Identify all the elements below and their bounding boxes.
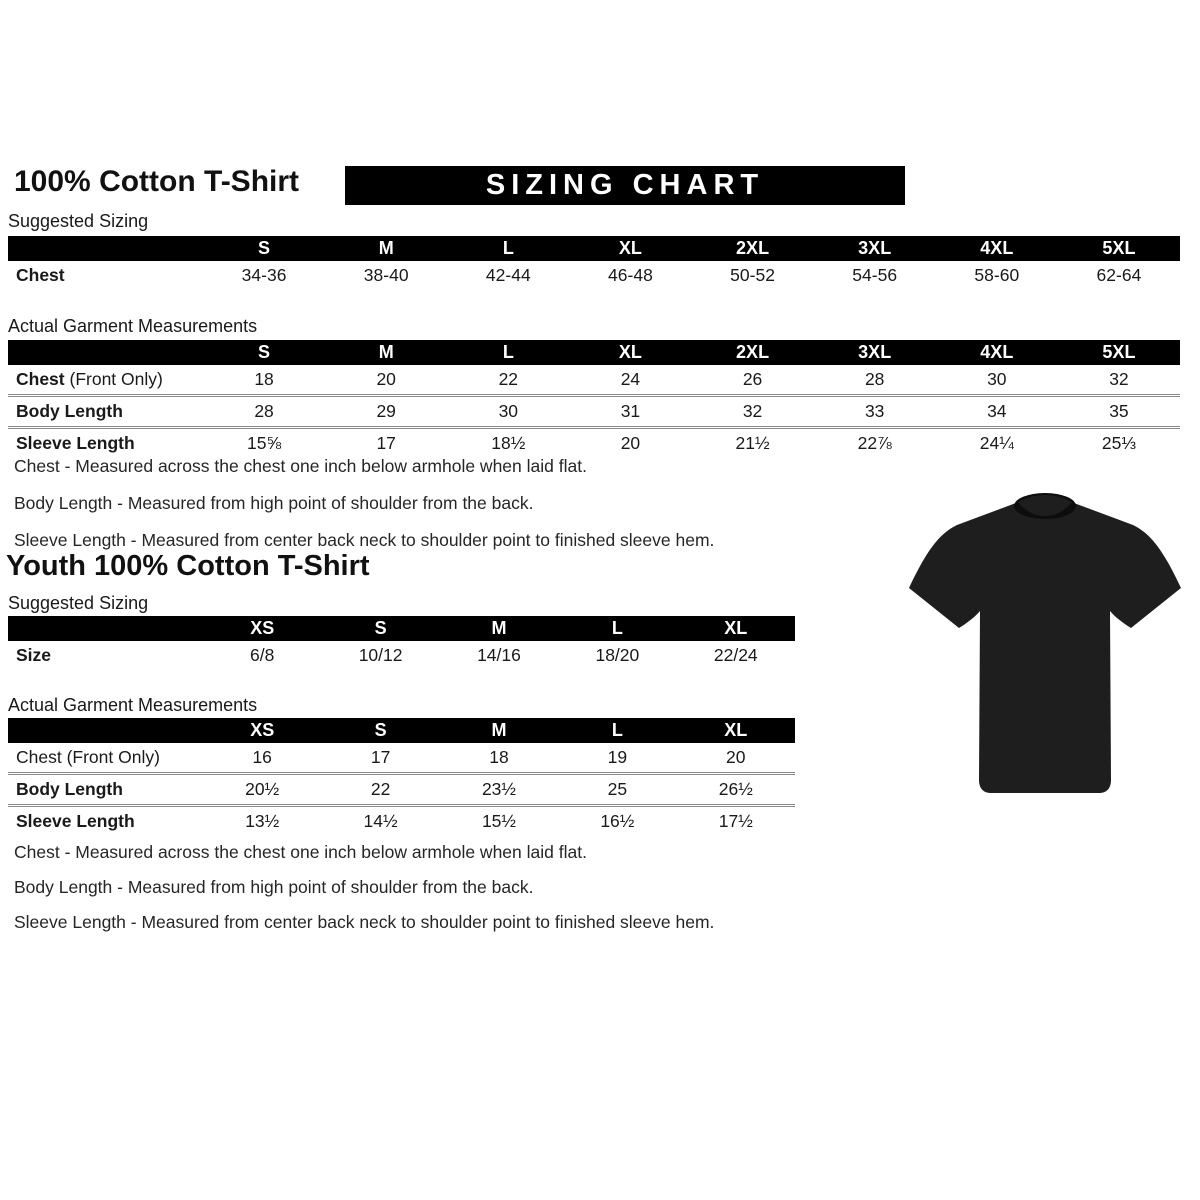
cell: 50-52 [730,265,775,285]
youth-title: Youth 100% Cotton T-Shirt [6,550,370,582]
cell: 18 [254,369,274,389]
row-label-main: Chest [16,369,65,389]
column-header: 5XL [1058,340,1180,365]
cell: 20 [376,369,396,389]
cell: 28 [203,396,325,428]
cell: 29 [325,396,447,428]
cell: 10/12 [358,645,403,665]
cell: 14½ [321,806,439,837]
cell: 17 [370,747,391,767]
column-header: L [558,718,676,743]
column-header: 2XL [692,340,814,365]
adult-measurement-notes [14,448,714,559]
column-header: 3XL [814,340,936,365]
table-header-row [8,236,1180,261]
youth-measurement-notes [14,835,714,940]
cell: 38-40 [363,265,409,285]
cell: 32 [692,396,814,428]
column-header-blank [8,236,203,261]
cell: 20½ [203,774,321,806]
column-header: S [203,340,325,365]
cell: 25 [558,774,676,806]
column-header: 3XL [814,236,936,261]
column-header: 4XL [936,236,1058,261]
row-label: Sleeve Length [8,806,203,837]
column-header: XL [569,236,691,261]
cell: 30 [447,396,569,428]
adult-actual-measurements-label: Actual Garment Measurements [8,316,258,336]
adult-actual-measurements-table [8,340,1180,458]
cell: 14/16 [477,645,521,665]
cell: 15½ [440,806,558,837]
row-label: Sleeve Length [8,428,203,459]
note-body-length: Body Length - Measured from high point of shoulder from the back. [14,877,534,897]
cell: 17½ [677,806,795,837]
cell: 33 [814,396,936,428]
table-header-row [8,616,795,641]
cell: 26½ [677,774,795,806]
cell: 22 [498,369,519,389]
cell: 13½ [203,806,321,837]
youth-actual-measurements-label: Actual Garment Measurements [8,695,258,715]
row-label: Chest (Front Only) [16,747,160,767]
row-label: Body Length [8,396,203,428]
row-label [8,365,203,396]
note-chest: Chest - Measured across the chest one inch below armhole when laid flat. [14,842,587,862]
table-row-chest [8,261,1180,290]
column-header-blank [8,616,203,641]
note-body-length: Body Length - Measured from high point of shoulder from the back. [14,493,534,513]
cell: 32 [1109,369,1129,389]
column-header: 2XL [692,236,814,261]
cell: 62-64 [1096,265,1142,285]
table-row-body-length [8,396,1180,428]
sizing-chart-banner-label: SIZING CHART [485,169,765,201]
column-header-blank [8,718,203,743]
cell: 25⅓ [1058,428,1180,459]
cell: 46-48 [608,265,653,285]
column-header: M [325,340,447,365]
cell: 24 [620,369,641,389]
cell: 26 [742,369,763,389]
cell: 19 [607,747,628,767]
table-row-size [8,641,795,670]
youth-suggested-sizing-table [8,616,795,670]
cell: 16½ [558,806,676,837]
table-row-chest [8,743,795,774]
note-sleeve-length: Sleeve Length - Measured from center back neck to shoulder point to finished sleeve hem. [14,912,715,932]
column-header: S [321,718,439,743]
column-header-blank [8,340,203,365]
column-header: S [321,616,439,641]
row-label: Chest [16,265,65,285]
note-chest: Chest - Measured across the chest one inch below armhole when laid flat. [14,456,587,476]
cell: 17 [325,428,447,459]
sizing-chart-banner [345,166,905,205]
table-header-row [8,340,1180,365]
column-header: XL [677,718,795,743]
cell: 35 [1058,396,1180,428]
row-label-suffix: (Front Only) [64,369,163,389]
column-header: 5XL [1058,236,1180,261]
cell: 31 [569,396,691,428]
table-row-body-length [8,774,795,806]
column-header: L [558,616,676,641]
column-header: L [447,236,569,261]
tshirt-body-shape [909,494,1181,793]
page-title: 100% Cotton T-Shirt [14,165,300,198]
column-header: XS [203,718,321,743]
table-row-chest [8,365,1180,396]
row-label: Body Length [8,774,203,806]
column-header: M [440,616,558,641]
cell: 21½ [692,428,814,459]
column-header: L [447,340,569,365]
cell: 20 [569,428,691,459]
column-header: M [440,718,558,743]
column-header: 4XL [936,340,1058,365]
cell: 58-60 [974,265,1020,285]
cell: 28 [864,369,885,389]
column-header: XL [569,340,691,365]
black-tshirt-image [895,478,1195,823]
table-header-row [8,718,795,743]
cell: 34-36 [241,265,287,285]
adult-suggested-sizing-label: Suggested Sizing [8,211,149,231]
youth-suggested-sizing-label: Suggested Sizing [8,593,149,613]
cell: 22/24 [713,645,758,665]
cell: 42-44 [485,265,531,285]
note-sleeve-length: Sleeve Length - Measured from center back neck to shoulder point to finished sleeve hem. [14,530,715,550]
adult-suggested-sizing-table [8,236,1180,290]
table-row-sleeve-length [8,806,795,837]
cell: 18 [489,747,509,767]
column-header: M [325,236,447,261]
column-header: XL [677,616,795,641]
row-label: Size [16,645,52,665]
cell: 34 [936,396,1058,428]
cell: 6/8 [250,645,275,665]
column-header: XS [203,616,321,641]
cell: 22 [321,774,439,806]
cell: 54-56 [852,265,898,285]
cell: 15⅝ [203,428,325,459]
cell: 16 [252,747,272,767]
cell: 24¼ [936,428,1058,459]
cell: 18½ [447,428,569,459]
cell: 22⅞ [814,428,936,459]
cell: 30 [987,369,1007,389]
cell: 23½ [440,774,558,806]
youth-actual-measurements-table [8,718,795,836]
cell: 20 [726,747,746,767]
cell: 18/20 [595,645,640,665]
column-header: S [203,236,325,261]
